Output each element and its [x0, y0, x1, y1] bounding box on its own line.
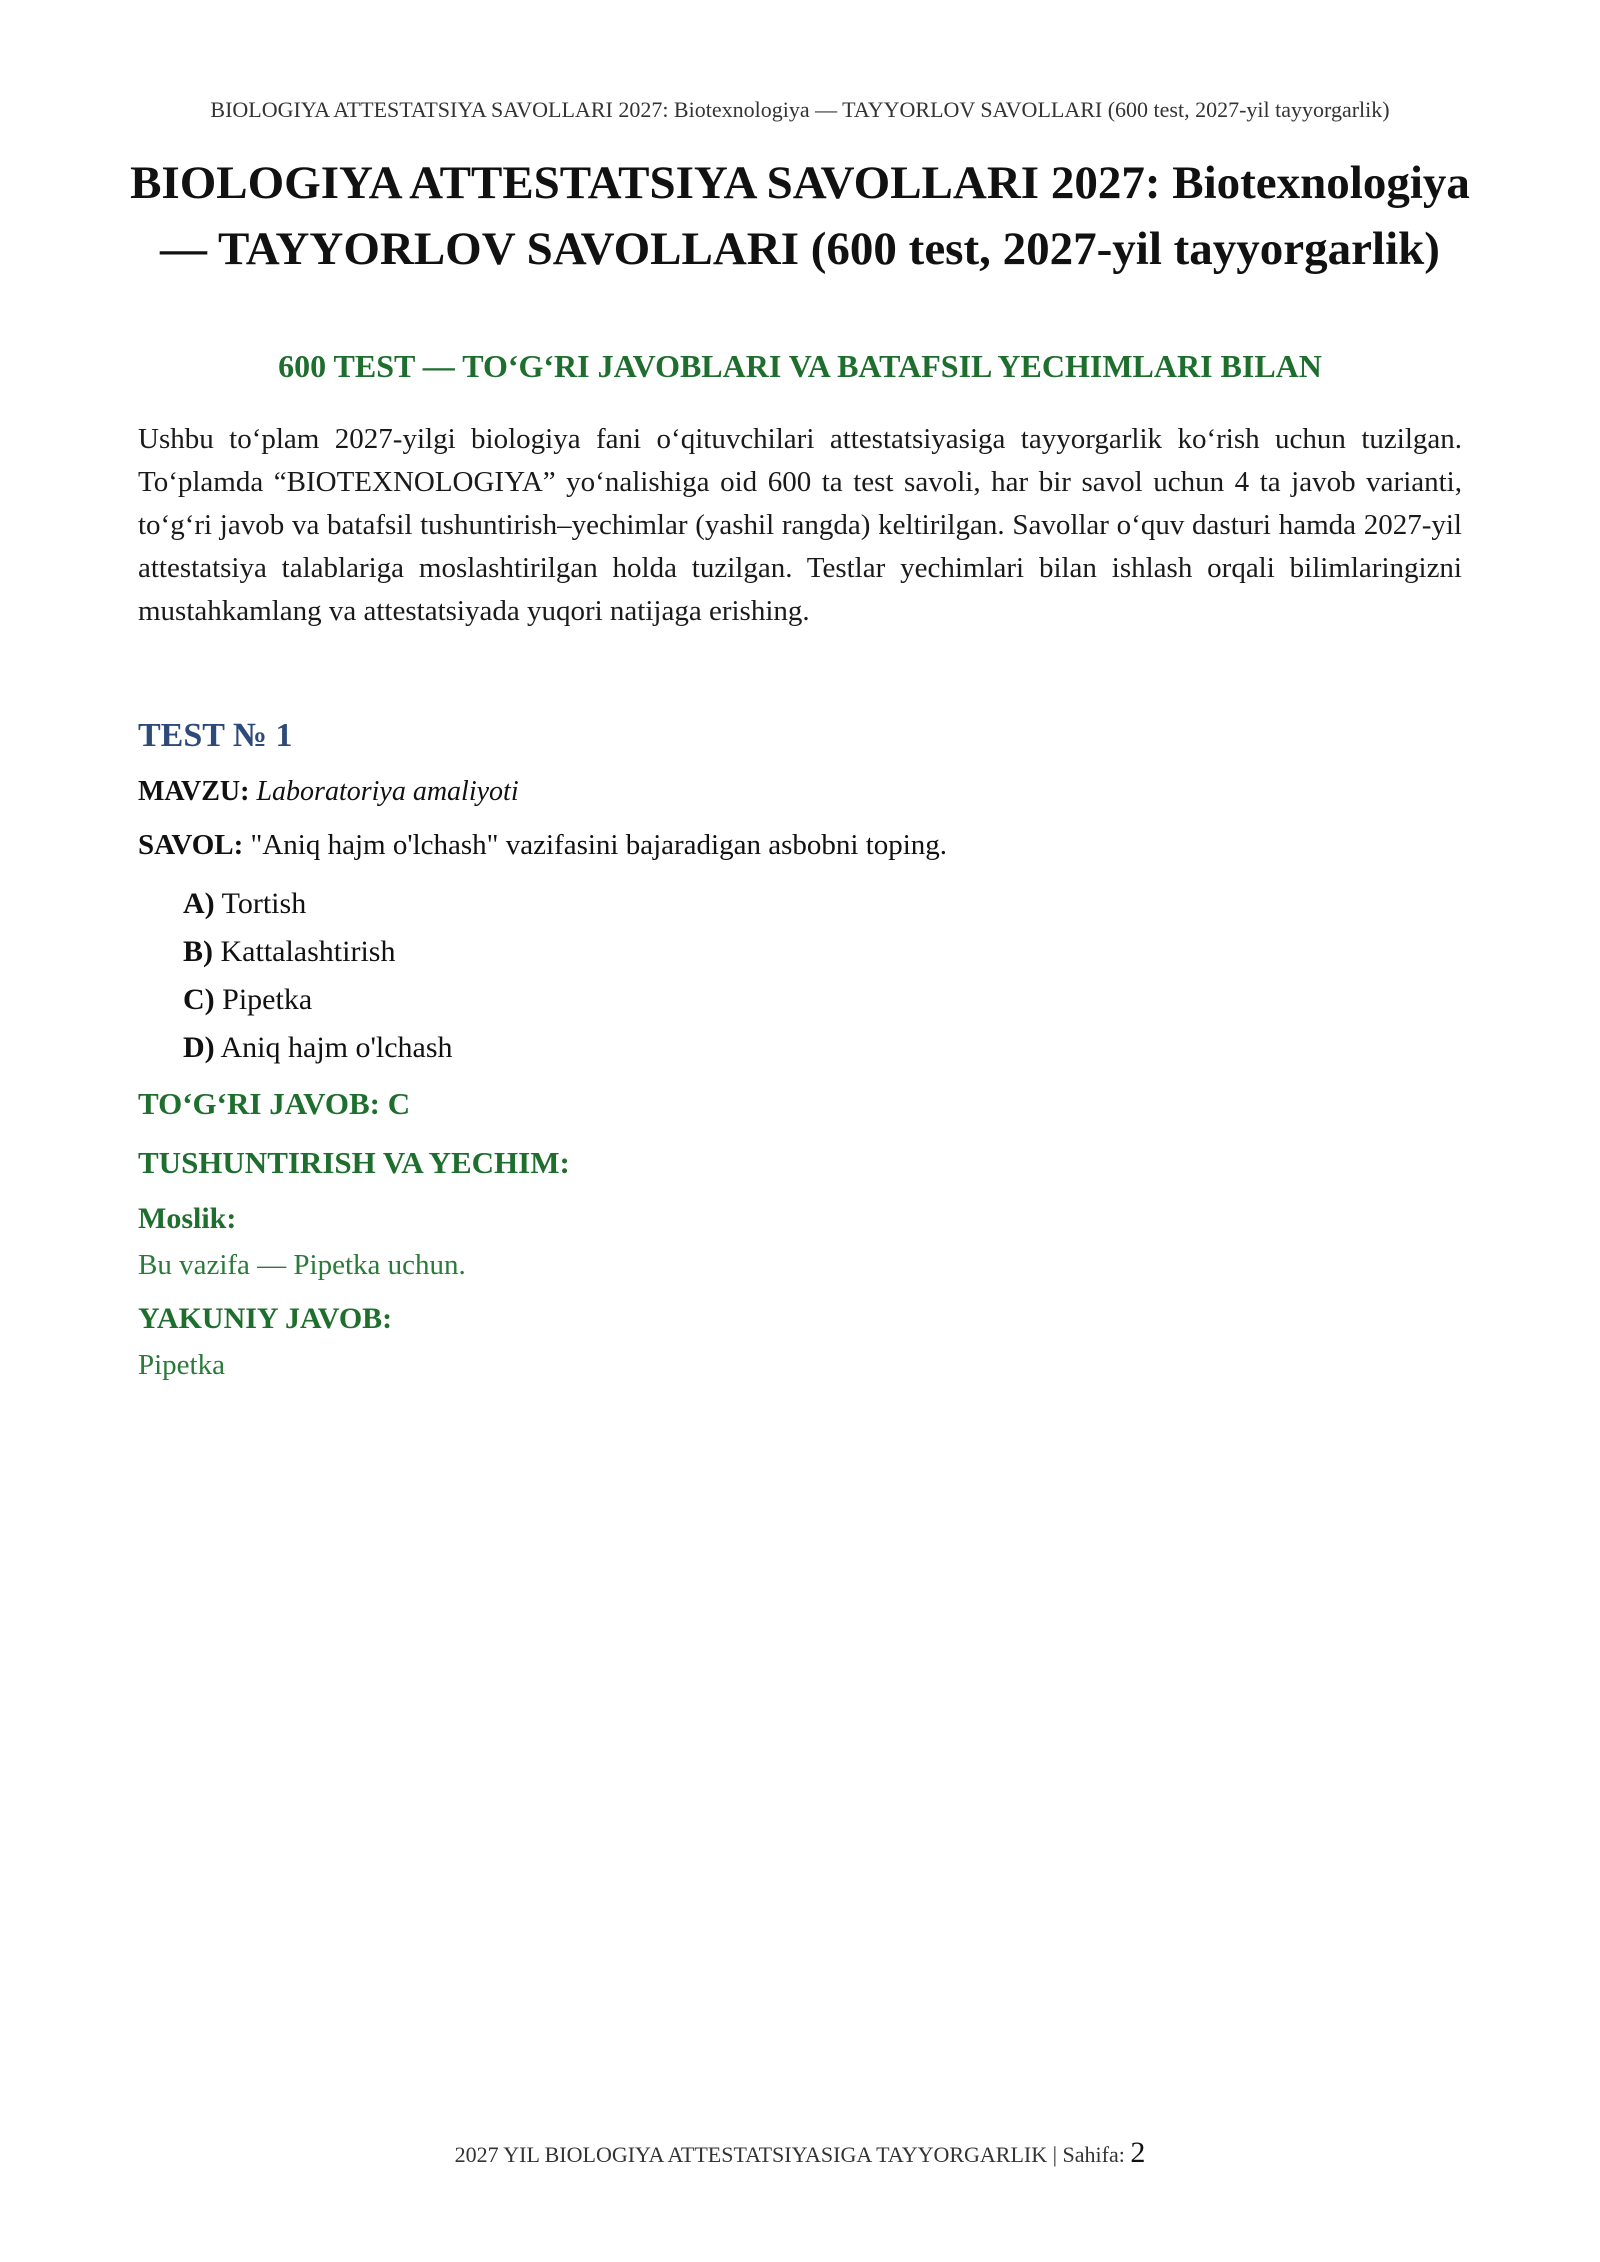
option-letter: D): [183, 1031, 215, 1064]
option-text: Aniq hajm o'lchash: [220, 1031, 453, 1064]
explanation-title: TUSHUNTIRISH VA YECHIM:: [138, 1145, 570, 1180]
intro-paragraph: Ushbu to‘plam 2027-yilgi biologiya fani o‘qituvchilari attestatsiyasiga tayyorgarlik ko‘rish uchun tuzilgan. To‘plamda “BIOTEXNOLOGIYA” yo‘nalishiga oid 600 ta test savoli, har bir savol uchun 4 ta javob varianti, to‘g‘ri javob va batafsil tushuntirish–yechimlar (yashil rangda) keltirilgan. Savollar o‘quv dasturi hamda 2027-yil attestatsiya talablariga moslashtirilgan holda tuzilgan. Testlar yechimlari bilan ishlash orqali bilimlaringizni mustahkamlang va attestatsiyada yuqori natijaga erishing.: [138, 423, 1462, 627]
document-subtitle: 600 TEST — TO‘G‘RI JAVOBLARI VA BATAFSIL YECHIMLARI BILAN: [278, 348, 1322, 384]
option-letter: A): [183, 887, 215, 920]
option-text: Tortish: [221, 887, 307, 920]
topic-label: MAVZU:: [138, 776, 250, 807]
question-text: "Aniq hajm o'lchash" vazifasini bajaradigan asbobni toping.: [250, 829, 948, 861]
match-text: Bu vazifa — Pipetka uchun.: [138, 1249, 466, 1281]
footer-text: 2027 YIL BIOLOGIYA ATTESTATSIYASIGA TAYYORGARLIK: [454, 2142, 1048, 2167]
final-answer-text: Pipetka: [138, 1349, 225, 1381]
option-text: Kattalashtirish: [220, 935, 396, 968]
match-label: Moslik:: [138, 1202, 237, 1235]
document-title: BIOLOGIYA ATTESTATSIYA SAVOLLARI 2027: Biotexnologiya — TAYYORLOV SAVOLLARI (600 test, 2027-yil tayyorgarlik): [130, 157, 1470, 275]
option-b: [183, 928, 1462, 976]
running-header: BIOLOGIYA ATTESTATSIYA SAVOLLARI 2027: Biotexnologiya — TAYYORLOV SAVOLLARI (600 test, 2027-yil tayyorgarlik): [210, 97, 1390, 122]
topic-line: [138, 772, 1462, 812]
running-footer: [138, 2136, 1462, 2170]
final-answer-label: YAKUNIY JAVOB:: [138, 1302, 393, 1335]
option-text: Pipetka: [222, 983, 313, 1016]
question-line: [138, 824, 1462, 866]
test-number: TEST № 1: [138, 717, 293, 754]
option-letter: B): [183, 935, 213, 968]
option-c: [183, 976, 1462, 1024]
option-a: [183, 880, 1462, 928]
question-label: SAVOL:: [138, 829, 244, 861]
answer-options: [138, 880, 1462, 1072]
option-letter: C): [183, 983, 215, 1016]
footer-separator: |: [1052, 2142, 1058, 2167]
option-d: [183, 1024, 1462, 1072]
page-number: 2: [1130, 2136, 1146, 2169]
correct-answer: TO‘G‘RI JAVOB: C: [138, 1086, 411, 1121]
test-block: [138, 712, 1462, 1388]
topic-value: Laboratoriya amaliyoti: [256, 776, 519, 807]
page-label: Sahifa:: [1062, 2142, 1125, 2167]
